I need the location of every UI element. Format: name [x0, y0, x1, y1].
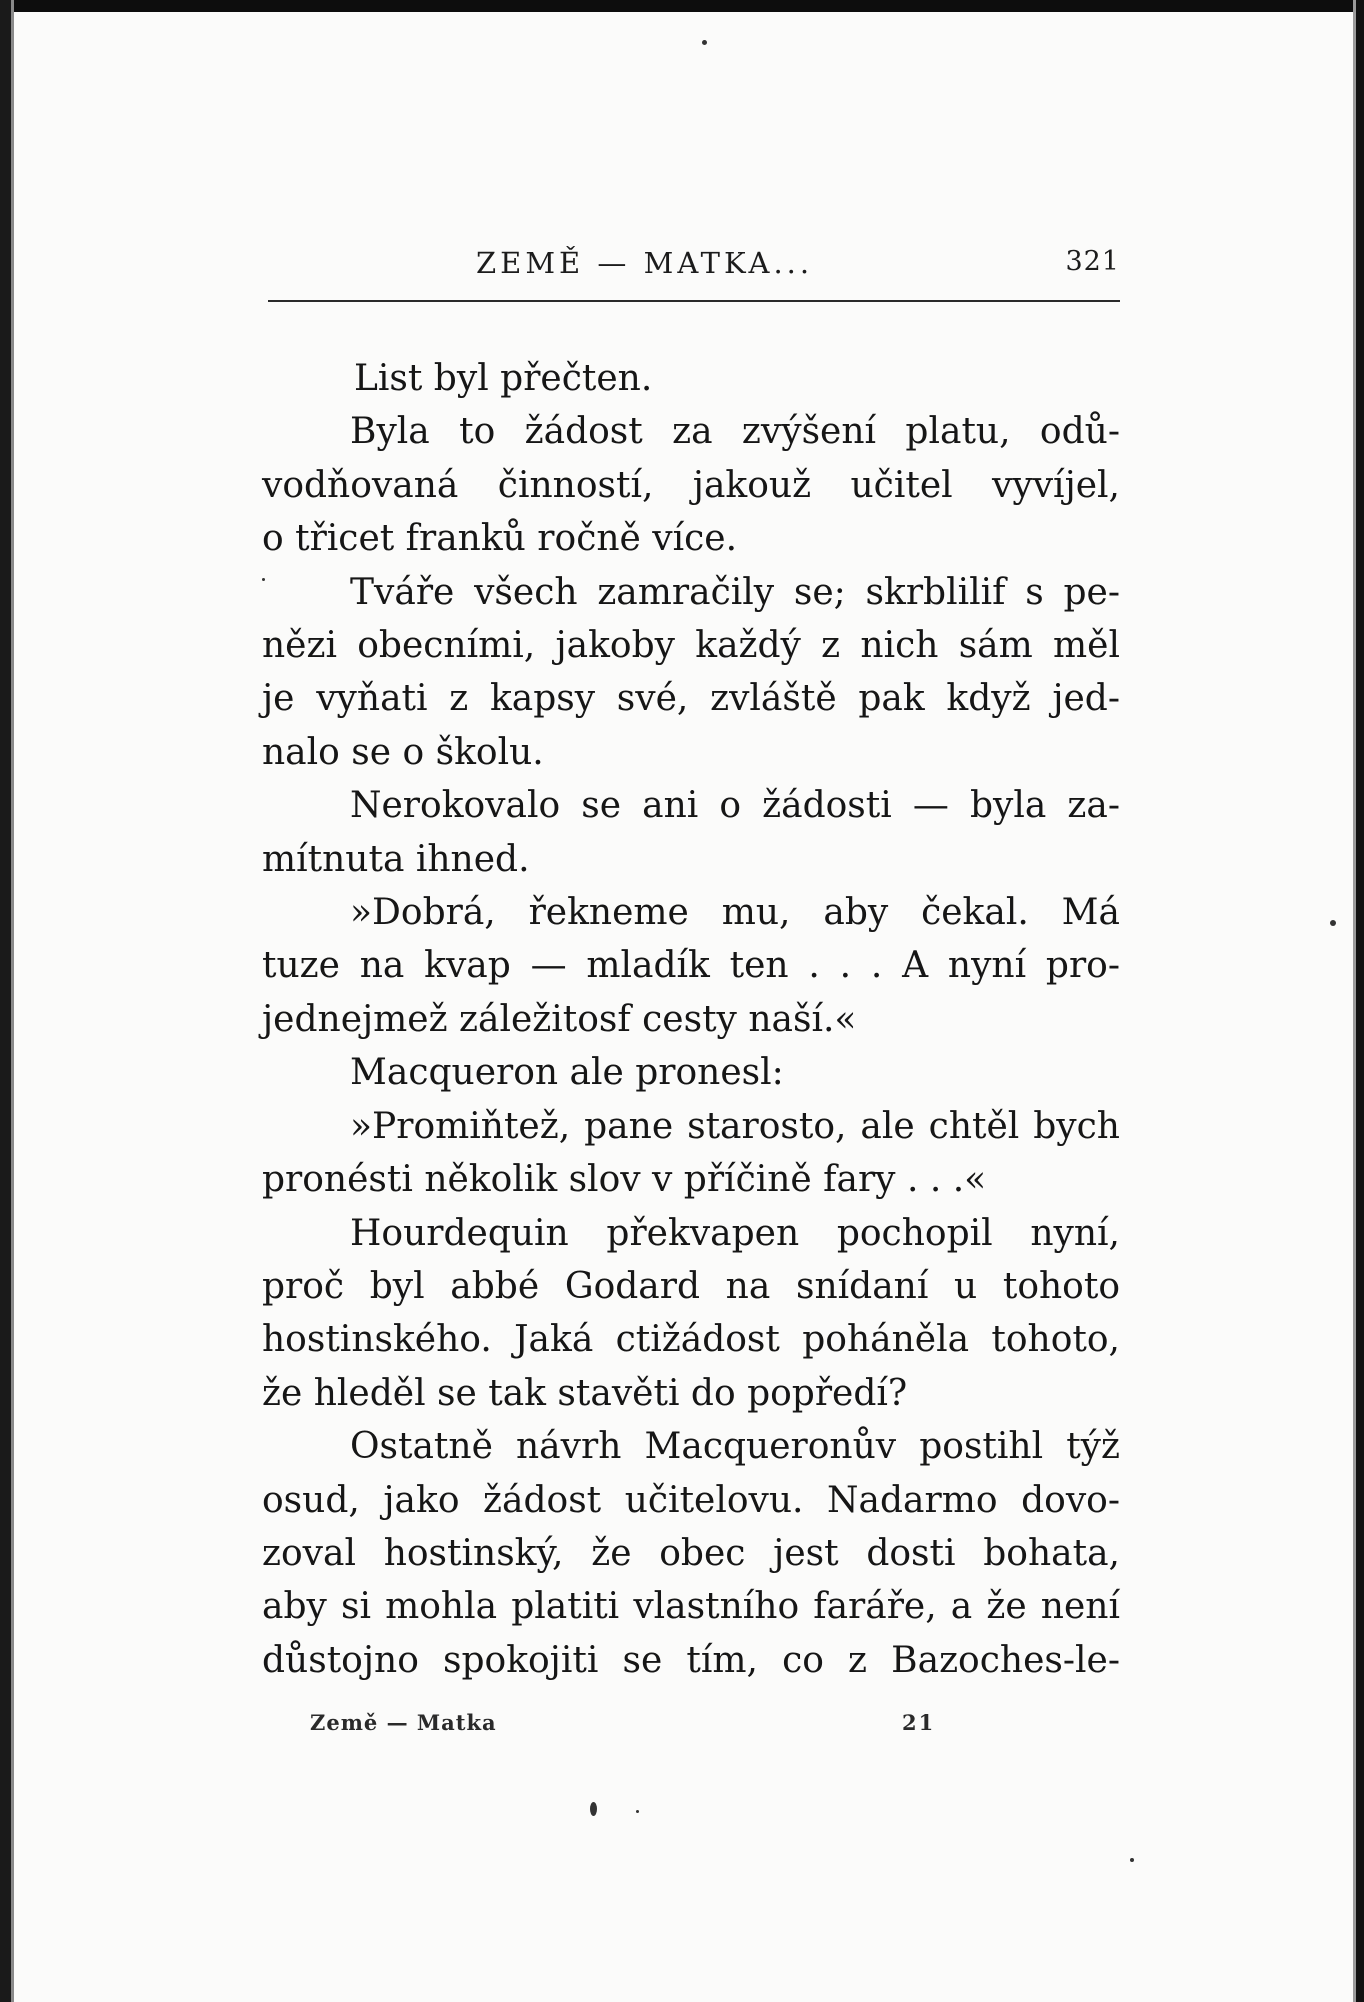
scan-edge-left [0, 0, 11, 2002]
scan-speck [590, 1802, 597, 1816]
text-line: Tváře všech zamračily se; skrblilif s pe- [350, 571, 1120, 613]
running-title: ZEMĚ — MATKA... [476, 246, 814, 280]
text-line: Nerokovalo se ani o žádosti — byla za- [350, 785, 1120, 827]
text-line: proč byl abbé Godard na snídaní u tohoto [262, 1265, 1120, 1307]
scan-edge-right-shadow [1353, 0, 1356, 2002]
scan-speck [262, 578, 265, 581]
text-line: Ostatně návrh Macqueronův postihl týž [350, 1426, 1120, 1468]
scan-speck [636, 1810, 639, 1813]
text-line: »Dobrá, řekneme mu, aby čekal. Má [350, 892, 1120, 934]
header-rule [268, 300, 1120, 302]
text-line: aby si mohla platiti vlastního faráře, a že není [262, 1586, 1120, 1628]
scan-speck [1330, 920, 1336, 926]
text-line: Hourdequin překvapen pochopil nyní, [350, 1212, 1120, 1254]
scan-edge-left-shadow [11, 0, 14, 2002]
scan-edge-right [1356, 0, 1364, 2002]
text-line: že hleděl se tak stavěti do popředí? [262, 1372, 908, 1414]
text-line: nězi obecními, jakoby každý z nich sám měl [262, 625, 1120, 667]
scan-speck [702, 40, 707, 45]
body-text [262, 352, 1120, 1687]
text-line: tuze na kvap — mladík ten . . . A nyní pro- [262, 945, 1120, 987]
text-line: pronésti několik slov v příčině fary . . .« [262, 1159, 987, 1201]
text-line: vodňovaná činností, jakouž učitel vyvíjel, [262, 464, 1120, 506]
scan-edge-top [0, 0, 1364, 12]
scan-speck [1130, 1858, 1134, 1862]
text-line: »Promiňtež, pane starosto, ale chtěl bych [350, 1105, 1120, 1147]
text-line: nalo se o školu. [262, 731, 544, 773]
text-line: osud, jako žádost učitelovu. Nadarmo dovo- [262, 1479, 1120, 1521]
text-line: Macqueron ale pronesl: [350, 1052, 784, 1094]
text-line: mítnuta ihned. [262, 838, 530, 880]
signature-mark-left: Země — Matka [310, 1710, 497, 1735]
text-line: důstojno spokojiti se tím, co z Bazoches-le- [262, 1639, 1120, 1681]
page-header [268, 246, 1120, 286]
text-line: je vyňati z kapsy své, zvláště pak když jed- [262, 678, 1120, 720]
signature-mark-right: 21 [902, 1710, 936, 1735]
text-line: jednejmež záležitosf cesty naší.« [262, 998, 857, 1040]
page-number: 321 [1065, 246, 1120, 277]
text-line: zoval hostinský, že obec jest dosti bohata, [262, 1532, 1120, 1574]
text-line: Byla to žádost za zvýšení platu, odů- [350, 411, 1120, 453]
text-line: hostinského. Jaká ctižádost poháněla tohoto, [262, 1319, 1120, 1361]
text-line: List byl přečten. [354, 358, 653, 399]
text-line: o třicet franků ročně více. [262, 518, 738, 560]
